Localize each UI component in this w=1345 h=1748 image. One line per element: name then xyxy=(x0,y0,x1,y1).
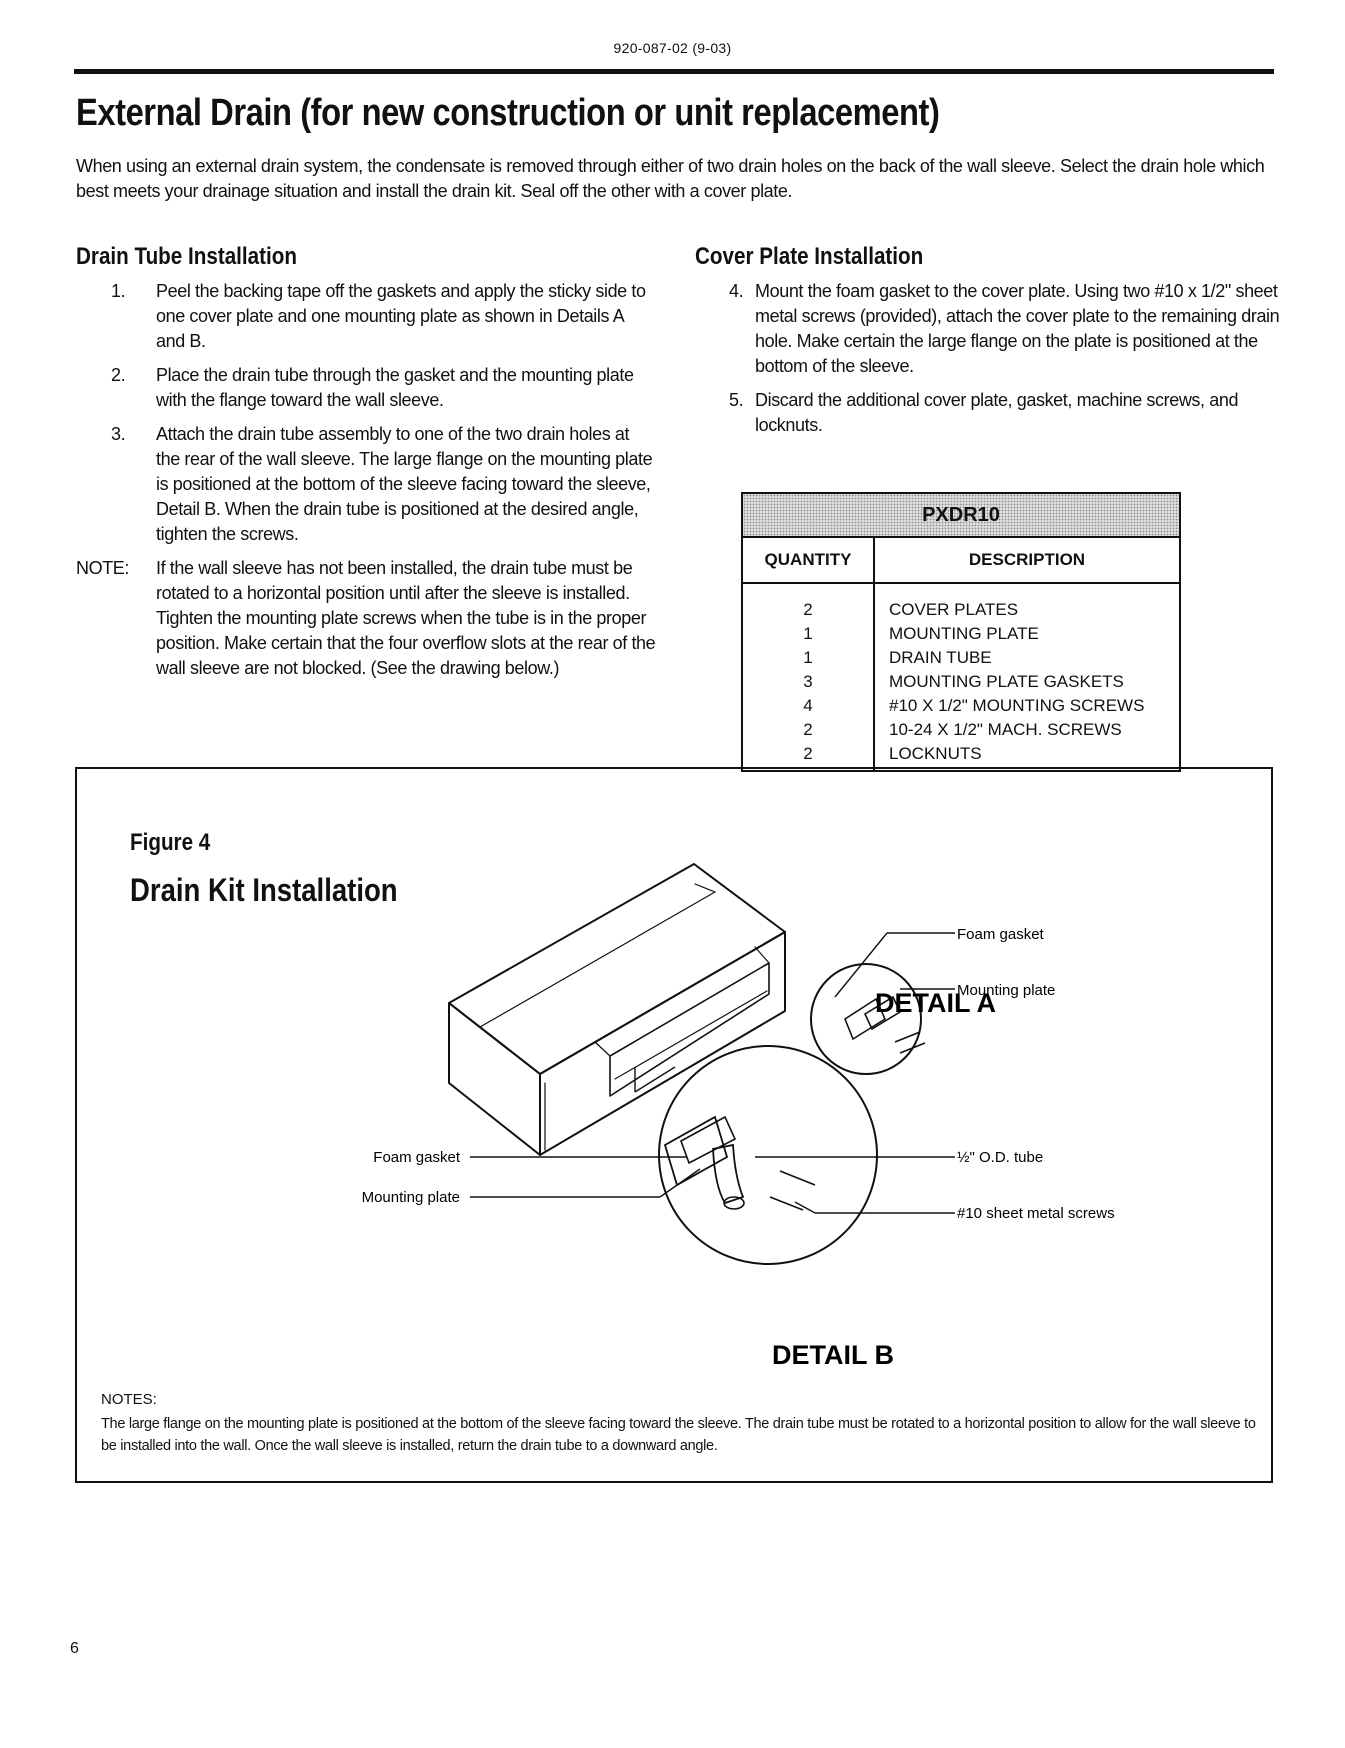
step-number: 4. xyxy=(729,281,744,301)
quantity-list xyxy=(742,583,874,771)
step-text: Place the drain tube through the gasket and the mounting plate with the flange toward the wall sleeve. xyxy=(156,365,634,410)
notes-text: The large flange on the mounting plate is positioned at the bottom of the sleeve facing toward the sleeve. The drain tube must be rotated to a horizontal position to allow for the wall sleeve to be installed into the wall. Once the wall sleeve is installed, return the drain tube to a downward angle. xyxy=(101,1416,1256,1454)
drain-tube-section xyxy=(76,243,656,681)
step-4 xyxy=(695,279,1280,379)
page-title: External Drain (for new construction or unit replacement) xyxy=(76,92,940,134)
label-a-foam-gasket: Foam gasket xyxy=(957,926,1044,943)
kit-contents-table xyxy=(741,492,1181,772)
cover-plate-title: Cover Plate Installation xyxy=(695,243,924,270)
step-number: 1. xyxy=(111,281,126,301)
quantity-values: 2 1 1 3 4 2 2 xyxy=(803,600,813,763)
drain-tube-title: Drain Tube Installation xyxy=(76,243,297,270)
page-number: 6 xyxy=(70,1640,79,1657)
step-text: Mount the foam gasket to the cover plate. Using two #10 x 1/2" sheet metal screws (provided), attach the cover plate to the remaining drain hole. Make certain the large flange on the plate is positioned at the bottom of the sleeve. xyxy=(755,281,1280,376)
label-a-mounting-plate: Mounting plate xyxy=(957,982,1056,999)
quantity-header: QUANTITY xyxy=(742,537,874,583)
header-rule xyxy=(74,69,1274,74)
label-b-screws: #10 sheet metal screws xyxy=(957,1205,1115,1222)
step-text: Attach the drain tube assembly to one of the two drain holes at the rear of the wall sleeve. The large flange on the mounting plate is positioned at the bottom of the sleeve facing toward the sleeve, Detail B. When the drain tube is positioned at the desired angle, tighten the screws. xyxy=(156,424,653,544)
step-text: Peel the backing tape off the gaskets and apply the sticky side to one cover plate and one mounting plate as shown in Details A and B. xyxy=(156,281,646,351)
note-text: If the wall sleeve has not been installed, the drain tube must be rotated to a horizontal position until after the sleeve is installed. Tighten the mounting plate screws when the tube is in the proper position. Make certain that the four overflow slots at the rear of the wall sleeve are not blocked. (See the drawing below.) xyxy=(156,558,656,678)
label-detail-a: DETAIL A xyxy=(875,988,996,1018)
description-header: DESCRIPTION xyxy=(874,537,1180,583)
figure-title: Drain Kit Installation xyxy=(130,872,398,908)
intro-paragraph: When using an external drain system, the condensate is removed through either of two drain holes on the back of the wall sleeve. Select the drain hole which best meets your drainage situation and install the drain kit. Seal off the other with a cover plate. xyxy=(76,156,1265,201)
step-3 xyxy=(76,422,656,547)
notes-label: NOTES: xyxy=(101,1391,157,1408)
drain-kit-diagram xyxy=(75,767,1273,1483)
label-detail-b: DETAIL B xyxy=(772,1340,895,1370)
description-list xyxy=(874,583,1180,771)
step-1 xyxy=(76,279,656,354)
note-label: NOTE: xyxy=(76,558,130,578)
step-2 xyxy=(76,363,656,413)
label-b-foam-gasket: Foam gasket xyxy=(373,1149,460,1166)
cover-plate-section xyxy=(695,243,1280,447)
installation-note xyxy=(76,556,656,681)
description-values: COVER PLATES MOUNTING PLATE DRAIN TUBE MOUNTING PLATE GASKETS #10 X 1/2" MOUNTING SCREWS 10-24 X 1/2" MACH. SCREWS LOCKNUTS xyxy=(889,600,1145,763)
label-b-mounting-plate: Mounting plate xyxy=(361,1189,460,1206)
step-number: 2. xyxy=(111,365,126,385)
label-b-tube: ½" O.D. tube xyxy=(957,1149,1044,1166)
step-text: Discard the additional cover plate, gasket, machine screws, and locknuts. xyxy=(755,390,1239,435)
step-number: 5. xyxy=(729,390,744,410)
step-5 xyxy=(695,388,1280,438)
figure-label: Figure 4 xyxy=(130,829,211,856)
detail-b-drawing xyxy=(470,1046,955,1264)
document-code: 920-087-02 (9-03) xyxy=(613,40,732,56)
step-number: 3. xyxy=(111,424,126,444)
wall-sleeve-drawing xyxy=(449,864,785,1155)
kit-model: PXDR10 xyxy=(742,493,1180,537)
